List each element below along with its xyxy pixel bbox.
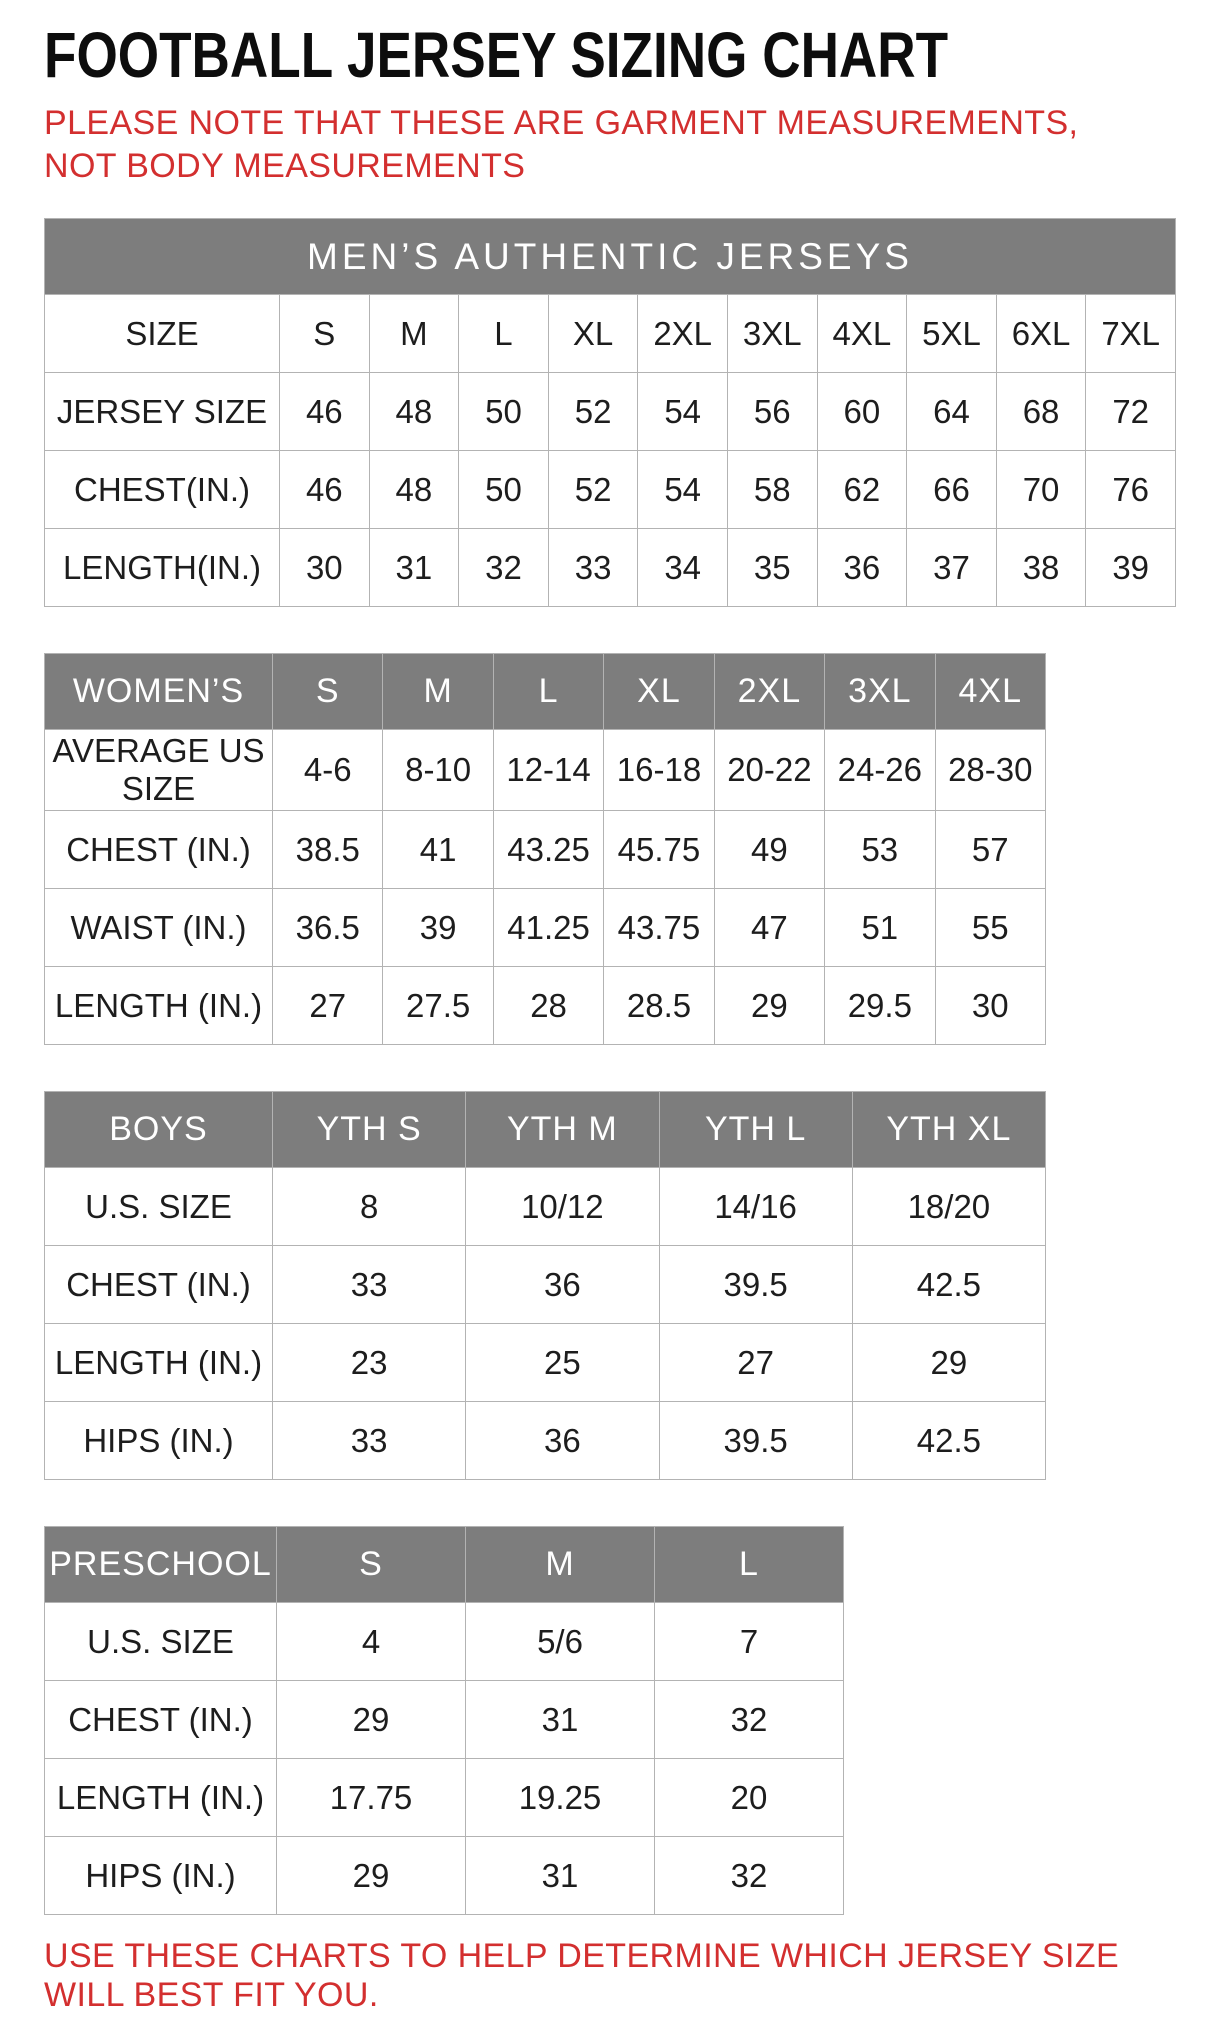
size-header-cell: XL xyxy=(604,654,714,730)
boys-size-table xyxy=(44,1091,1046,1480)
data-cell: 19.25 xyxy=(466,1759,655,1837)
size-header-cell: YTH XL xyxy=(852,1092,1045,1168)
table-row xyxy=(45,889,1046,967)
row-label: U.S. SIZE xyxy=(45,1168,273,1246)
data-cell: 46 xyxy=(280,373,370,451)
data-cell: 39 xyxy=(383,889,493,967)
data-cell: 29 xyxy=(852,1324,1045,1402)
row-label: LENGTH (IN.) xyxy=(45,967,273,1045)
data-cell: 72 xyxy=(1086,373,1176,451)
data-cell: 48 xyxy=(369,451,459,529)
table-row xyxy=(45,295,1176,373)
data-cell: 36 xyxy=(817,529,907,607)
data-cell: 70 xyxy=(996,451,1086,529)
data-cell: 68 xyxy=(996,373,1086,451)
data-cell: 32 xyxy=(655,1681,844,1759)
data-cell: 36 xyxy=(466,1246,659,1324)
data-cell: 52 xyxy=(548,451,638,529)
data-cell: 28-30 xyxy=(935,730,1045,811)
size-header-cell: YTH L xyxy=(659,1092,852,1168)
row-label: SIZE xyxy=(45,295,280,373)
data-cell: 54 xyxy=(638,451,728,529)
data-cell: 7XL xyxy=(1086,295,1176,373)
table-row xyxy=(45,373,1176,451)
data-cell: 52 xyxy=(548,373,638,451)
data-cell: 47 xyxy=(714,889,824,967)
table-row xyxy=(45,1603,844,1681)
data-cell: 34 xyxy=(638,529,728,607)
data-cell: 57 xyxy=(935,811,1045,889)
row-label: LENGTH (IN.) xyxy=(45,1759,277,1837)
data-cell: 50 xyxy=(459,451,549,529)
row-label: CHEST (IN.) xyxy=(45,1246,273,1324)
garment-measurement-note: PLEASE NOTE THAT THESE ARE GARMENT MEASUREMENTS, NOT BODY MEASUREMENTS xyxy=(44,104,1079,186)
data-cell: 39.5 xyxy=(659,1402,852,1480)
data-cell: 27 xyxy=(273,967,383,1045)
page-title: FOOTBALL JERSEY SIZING CHART xyxy=(44,19,949,91)
data-cell: 54 xyxy=(638,373,728,451)
row-label: JERSEY SIZE xyxy=(45,373,280,451)
table-row xyxy=(45,1681,844,1759)
table-row xyxy=(45,1324,1046,1402)
data-cell: 16-18 xyxy=(604,730,714,811)
table-row xyxy=(45,451,1176,529)
row-label: U.S. SIZE xyxy=(45,1603,277,1681)
data-cell: 56 xyxy=(727,373,817,451)
size-header-cell: YTH S xyxy=(273,1092,466,1168)
data-cell: 14/16 xyxy=(659,1168,852,1246)
data-cell: S xyxy=(280,295,370,373)
row-label: LENGTH(IN.) xyxy=(45,529,280,607)
data-cell: 31 xyxy=(466,1681,655,1759)
data-cell: 8-10 xyxy=(383,730,493,811)
table-title-cell: PRESCHOOL xyxy=(45,1527,277,1603)
data-cell: 3XL xyxy=(727,295,817,373)
data-cell: 12-14 xyxy=(493,730,603,811)
data-cell: 8 xyxy=(273,1168,466,1246)
size-header-cell: 3XL xyxy=(825,654,935,730)
data-cell: 30 xyxy=(280,529,370,607)
table-title-cell: BOYS xyxy=(45,1092,273,1168)
data-cell: 49 xyxy=(714,811,824,889)
data-cell: 55 xyxy=(935,889,1045,967)
table-row xyxy=(45,1759,844,1837)
data-cell: 17.75 xyxy=(277,1759,466,1837)
table-row xyxy=(45,730,1046,811)
size-header-cell: M xyxy=(383,654,493,730)
data-cell: 28 xyxy=(493,967,603,1045)
data-cell: 25 xyxy=(466,1324,659,1402)
data-cell: 10/12 xyxy=(466,1168,659,1246)
data-cell: 43.75 xyxy=(604,889,714,967)
boys-section xyxy=(44,1091,1176,1480)
data-cell: 29.5 xyxy=(825,967,935,1045)
table-row xyxy=(45,529,1176,607)
mens-jerseys-section xyxy=(44,218,1176,607)
table-header-row xyxy=(45,1527,844,1603)
data-cell: 58 xyxy=(727,451,817,529)
data-cell: 27 xyxy=(659,1324,852,1402)
data-cell: 4-6 xyxy=(273,730,383,811)
preschool-section xyxy=(44,1526,1176,1915)
data-cell: 42.5 xyxy=(852,1246,1045,1324)
mens-size-table xyxy=(44,294,1176,607)
data-cell: M xyxy=(369,295,459,373)
data-cell: 30 xyxy=(935,967,1045,1045)
data-cell: 42.5 xyxy=(852,1402,1045,1480)
data-cell: 46 xyxy=(280,451,370,529)
size-header-cell: S xyxy=(277,1527,466,1603)
size-header-cell: M xyxy=(466,1527,655,1603)
data-cell: 27.5 xyxy=(383,967,493,1045)
data-cell: 64 xyxy=(907,373,997,451)
row-label: LENGTH (IN.) xyxy=(45,1324,273,1402)
table-row xyxy=(45,1837,844,1915)
size-header-cell: 4XL xyxy=(935,654,1045,730)
data-cell: 29 xyxy=(714,967,824,1045)
data-cell: 4XL xyxy=(817,295,907,373)
data-cell: 36.5 xyxy=(273,889,383,967)
data-cell: 45.75 xyxy=(604,811,714,889)
data-cell: 7 xyxy=(655,1603,844,1681)
data-cell: L xyxy=(459,295,549,373)
size-header-cell: S xyxy=(273,654,383,730)
data-cell: 35 xyxy=(727,529,817,607)
data-cell: 5XL xyxy=(907,295,997,373)
data-cell: 39 xyxy=(1086,529,1176,607)
data-cell: 53 xyxy=(825,811,935,889)
data-cell: 62 xyxy=(817,451,907,529)
data-cell: 37 xyxy=(907,529,997,607)
data-cell: 41 xyxy=(383,811,493,889)
data-cell: 33 xyxy=(273,1402,466,1480)
womens-section xyxy=(44,653,1176,1045)
data-cell: 18/20 xyxy=(852,1168,1045,1246)
data-cell: 48 xyxy=(369,373,459,451)
table-row xyxy=(45,967,1046,1045)
data-cell: XL xyxy=(548,295,638,373)
table-row xyxy=(45,811,1046,889)
data-cell: 33 xyxy=(273,1246,466,1324)
row-label: HIPS (IN.) xyxy=(45,1837,277,1915)
table-header-row xyxy=(45,654,1046,730)
data-cell: 50 xyxy=(459,373,549,451)
data-cell: 66 xyxy=(907,451,997,529)
size-header-cell: L xyxy=(655,1527,844,1603)
data-cell: 5/6 xyxy=(466,1603,655,1681)
size-header-cell: 2XL xyxy=(714,654,824,730)
data-cell: 32 xyxy=(459,529,549,607)
row-label: CHEST (IN.) xyxy=(45,1681,277,1759)
table-row xyxy=(45,1168,1046,1246)
data-cell: 31 xyxy=(466,1837,655,1915)
table-header-row xyxy=(45,1092,1046,1168)
data-cell: 76 xyxy=(1086,451,1176,529)
data-cell: 31 xyxy=(369,529,459,607)
data-cell: 38.5 xyxy=(273,811,383,889)
preschool-size-table xyxy=(44,1526,844,1915)
data-cell: 51 xyxy=(825,889,935,967)
data-cell: 28.5 xyxy=(604,967,714,1045)
data-cell: 20-22 xyxy=(714,730,824,811)
data-cell: 2XL xyxy=(638,295,728,373)
table-title-cell: WOMEN’S xyxy=(45,654,273,730)
row-label: WAIST (IN.) xyxy=(45,889,273,967)
data-cell: 29 xyxy=(277,1681,466,1759)
size-header-cell: L xyxy=(493,654,603,730)
size-header-cell: YTH M xyxy=(466,1092,659,1168)
table-row xyxy=(45,1402,1046,1480)
data-cell: 33 xyxy=(548,529,638,607)
data-cell: 20 xyxy=(655,1759,844,1837)
data-cell: 36 xyxy=(466,1402,659,1480)
row-label: HIPS (IN.) xyxy=(45,1402,273,1480)
table-row xyxy=(45,1246,1046,1324)
data-cell: 43.25 xyxy=(493,811,603,889)
data-cell: 41.25 xyxy=(493,889,603,967)
row-label: CHEST (IN.) xyxy=(45,811,273,889)
womens-size-table xyxy=(44,653,1046,1045)
data-cell: 60 xyxy=(817,373,907,451)
data-cell: 39.5 xyxy=(659,1246,852,1324)
row-label: AVERAGE US SIZE xyxy=(45,730,273,811)
data-cell: 24-26 xyxy=(825,730,935,811)
data-cell: 29 xyxy=(277,1837,466,1915)
data-cell: 38 xyxy=(996,529,1086,607)
row-label: CHEST(IN.) xyxy=(45,451,280,529)
data-cell: 23 xyxy=(273,1324,466,1402)
data-cell: 6XL xyxy=(996,295,1086,373)
data-cell: 32 xyxy=(655,1837,844,1915)
footer-note: USE THESE CHARTS TO HELP DETERMINE WHICH JERSEY SIZE WILL BEST FIT YOU. xyxy=(44,1937,1120,2015)
data-cell: 4 xyxy=(277,1603,466,1681)
mens-table-banner: MEN’S AUTHENTIC JERSEYS xyxy=(44,218,1176,294)
